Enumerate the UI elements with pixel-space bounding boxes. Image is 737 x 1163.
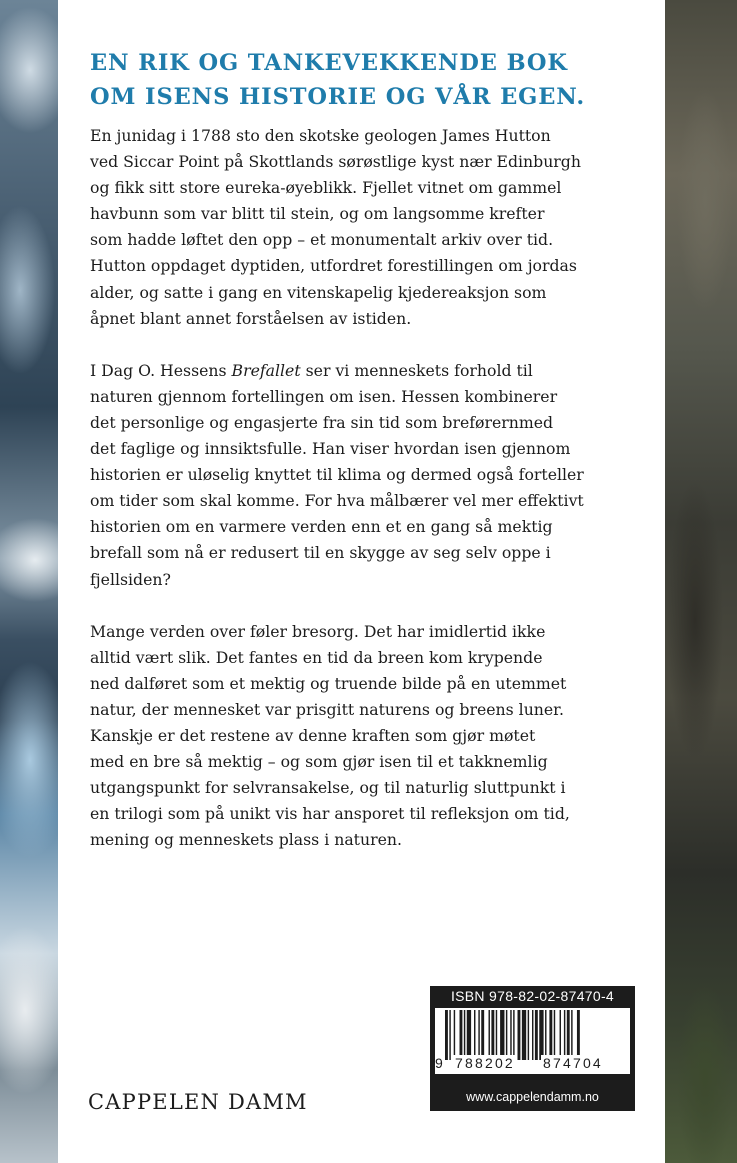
barcode-bar [467, 1010, 471, 1060]
barcode-digit-first: 9 [435, 1055, 443, 1071]
barcode-bar [522, 1010, 526, 1060]
blurb-line: det faglige og innsiktsfulle. Han viser hvordan isen gjennom [90, 439, 571, 459]
blurb-line: fjellsiden? [90, 569, 171, 589]
blurb-line: brefall som nå er redusert til en skygge av seg selv oppe i [90, 543, 551, 563]
publisher-url: www.cappelendamm.no [466, 1090, 599, 1104]
headline-line-1: EN RIK OG TANKEVEKKENDE BOK [90, 50, 568, 76]
barcode-bar [449, 1010, 450, 1060]
barcode-bar [500, 1010, 504, 1060]
barcode-digits-right: 874704 [543, 1055, 603, 1071]
blurb-line: ned dalføret som et mektig og truende bilde på en utemmet [90, 673, 567, 693]
barcode-icon [441, 1010, 624, 1060]
barcode-bar [464, 1010, 465, 1060]
blurb-line: historien er uløselig knyttet til klima og dermed også forteller [90, 465, 584, 485]
blurb-line: som hadde løftet den opp – et monumentalt arkiv over tid. [90, 230, 554, 250]
blurb-line: det personlige og engasjerte fra sin tid som breførernmed [90, 412, 554, 432]
cover-painting-left-edge [0, 0, 58, 1163]
barcode-bar [564, 1010, 565, 1060]
blurb-line: utgangspunkt for selvransakelse, og til naturlig sluttpunkt i [90, 778, 566, 798]
blurb-line: En junidag i 1788 sto den skotske geologen James Hutton [90, 126, 551, 145]
barcode-bar [491, 1010, 494, 1060]
barcode-bar [539, 1010, 543, 1060]
blurb-line: ved Siccar Point på Skottlands sørøstlige kyst nær Edinburgh [90, 152, 581, 172]
barcode-bar [549, 1010, 552, 1060]
barcode-bar [510, 1010, 511, 1060]
blurb-line: mening og menneskets plass i naturen. [90, 830, 402, 850]
barcode-bar [554, 1010, 555, 1060]
barcode-digits-left: 788202 [455, 1055, 515, 1071]
barcode-bar [474, 1010, 475, 1060]
publisher-logo: CAPPELEN DAMM [88, 1090, 308, 1114]
back-cover-text-panel [58, 0, 665, 1163]
back-cover-headline [90, 46, 650, 114]
blurb-line: en trilogi som på unikt vis har ansporet til refleksjon om tid, [90, 804, 570, 824]
blurb-line [90, 358, 658, 384]
blurb-text [90, 123, 658, 879]
barcode-bar [496, 1010, 497, 1060]
isbn-number: ISBN 978-82-02-87470-4 [450, 988, 615, 1004]
blurb-paragraph-2 [90, 358, 658, 593]
blurb-line: Kanskje er det restene av denne kraften som gjør møtet [90, 725, 536, 745]
blurb-line: alltid vært slik. Det fantes en tid da breen kom krypende [90, 647, 543, 667]
barcode-bar [535, 1010, 538, 1060]
barcode-bar [478, 1010, 479, 1060]
blurb-line: og fikk sitt store eureka-øyeblikk. Fjellet vitnet om gammel [90, 178, 562, 198]
barcode-bar [567, 1010, 570, 1060]
blurb-line: naturen gjennom fortellingen om isen. Hessen kombinerer [90, 386, 558, 406]
barcode-bar [489, 1010, 490, 1060]
blurb-paragraph-1 [90, 123, 658, 332]
isbn-barcode-block [430, 986, 635, 1111]
blurb-line: Mange verden over føler bresorg. Det har imidlertid ikke [90, 621, 546, 641]
blurb-line: historien om en varmere verden enn et en gang så mektig [90, 517, 553, 537]
blurb-text-run: I Dag O. Hessens [90, 360, 232, 380]
barcode-bar [460, 1010, 463, 1060]
barcode-bar [528, 1010, 529, 1060]
barcode-bar [560, 1010, 561, 1060]
barcode-bar [577, 1010, 580, 1060]
book-title-italic: Brefallet [231, 360, 301, 380]
barcode-bar [532, 1010, 533, 1060]
barcode-bar [518, 1010, 521, 1060]
blurb-text-run: ser vi menneskets forhold til [300, 360, 533, 380]
blurb-line: alder, og satte i gang en vitenskapelig kjedereaksjon som [90, 282, 547, 302]
barcode-bar [513, 1010, 514, 1060]
barcode-bar [445, 1010, 448, 1060]
blurb-line: åpnet blant annet forståelsen av istiden. [90, 308, 412, 328]
cover-painting-right-edge [665, 0, 737, 1163]
blurb-line: natur, der mennesket var prisgitt naturens og breens luner. [90, 699, 564, 719]
barcode-bar [506, 1010, 507, 1060]
headline-line-2: OM ISENS HISTORIE OG VÅR EGEN. [90, 84, 586, 110]
barcode-bar [545, 1010, 546, 1060]
blurb-line: om tider som skal komme. For hva målbærer vel mer effektivt [90, 491, 584, 511]
blurb-line: med en bre så mektig – og som gjør isen til et takknemlig [90, 752, 548, 772]
barcode-bar [571, 1010, 572, 1060]
barcode-bar [481, 1010, 484, 1060]
barcode-area [435, 1008, 630, 1074]
blurb-line: havbunn som var blitt til stein, og om langsomme krefter [90, 204, 545, 224]
blurb-line: Hutton oppdaget dyptiden, utfordret forestillingen om jordas [90, 256, 577, 276]
barcode-bar [454, 1010, 455, 1060]
blurb-paragraph-3 [90, 619, 658, 854]
